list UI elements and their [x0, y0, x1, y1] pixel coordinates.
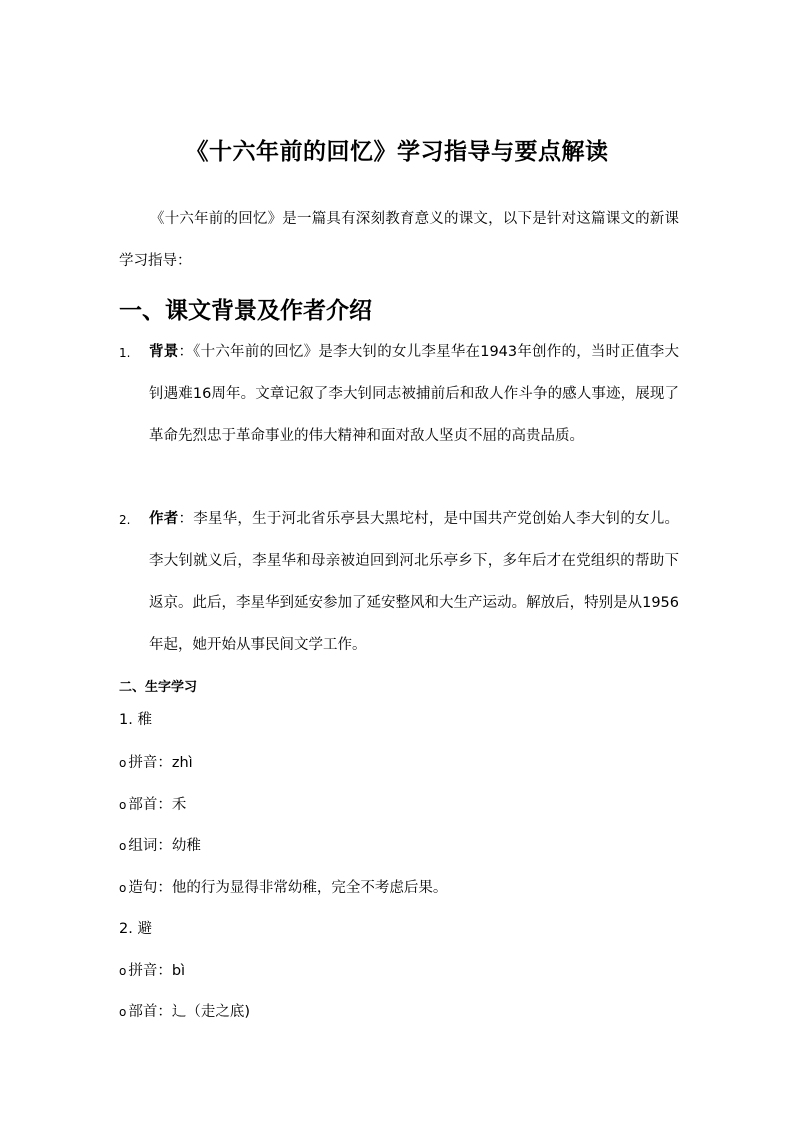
list-item-body — [149, 331, 679, 457]
bullet-icon: o — [119, 881, 127, 895]
radical-line — [119, 793, 186, 817]
radical-line — [119, 1000, 250, 1024]
section-heading-background: 一、课文背景及作者介绍 — [119, 298, 372, 324]
section-heading-characters: 二、生字学习 — [119, 680, 198, 695]
line-text: 1. 稚 — [119, 712, 152, 728]
line-text: 拼音：zhì — [128, 755, 193, 771]
list-item-text: ：《十六年前的回忆》是李大钊的女儿李星华在1943年创作的，当时正值李大钊遇难16周年。文章记叙了李大钊同志被捕前后和敌人作斗争的感人事迹，展现了革命先烈忠于革命事业的伟大精神和面对敌人坚贞不屈的高贵品质。 — [149, 344, 679, 444]
bullet-icon: o — [119, 1005, 127, 1019]
bullet-icon: o — [119, 839, 127, 853]
sentence-line — [119, 876, 447, 900]
bullet-icon: o — [119, 798, 127, 812]
list-item-background — [119, 331, 679, 457]
list-item-text: ：李星华，生于河北省乐亭县大黑坨村，是中国共产党创始人李大钊的女儿。李大钊就义后，李星华和母亲被迫回到河北乐亭乡下，多年后才在党组织的帮助下返京。此后，李星华到延安参加了延安整风和大生产运动。解放后，特别是从1956年起，她开始从事民间文学工作。 — [149, 511, 680, 653]
intro-paragraph: 《十六年前的回忆》是一篇具有深刻教育意义的课文，以下是针对这篇课文的新课学习指导： — [119, 211, 679, 269]
character-title-2 — [119, 917, 152, 941]
line-text: 2. 避 — [119, 921, 152, 937]
line-text: 造句：他的行为显得非常幼稚，完全不考虑后果。 — [128, 880, 448, 896]
line-text: 拼音：bì — [128, 963, 186, 979]
list-item-author — [119, 498, 679, 666]
list-item-lead: 作者 — [149, 511, 179, 527]
list-item-lead: 背景 — [149, 344, 179, 360]
list-number: 2. — [119, 513, 131, 527]
pinyin-line — [119, 959, 185, 983]
list-number: 1. — [119, 346, 131, 360]
bullet-icon: o — [119, 756, 127, 770]
line-text: 部首：禾 — [128, 797, 187, 813]
list-item-body — [149, 498, 679, 666]
line-text: 部首：辶（走之底) — [128, 1004, 250, 1020]
line-text: 组词：幼稚 — [128, 838, 201, 854]
pinyin-line — [119, 751, 193, 775]
character-title-1 — [119, 708, 152, 732]
word-line — [119, 834, 201, 858]
bullet-icon: o — [119, 964, 127, 978]
page-title: 《十六年前的回忆》学习指导与要点解读 — [185, 139, 609, 165]
